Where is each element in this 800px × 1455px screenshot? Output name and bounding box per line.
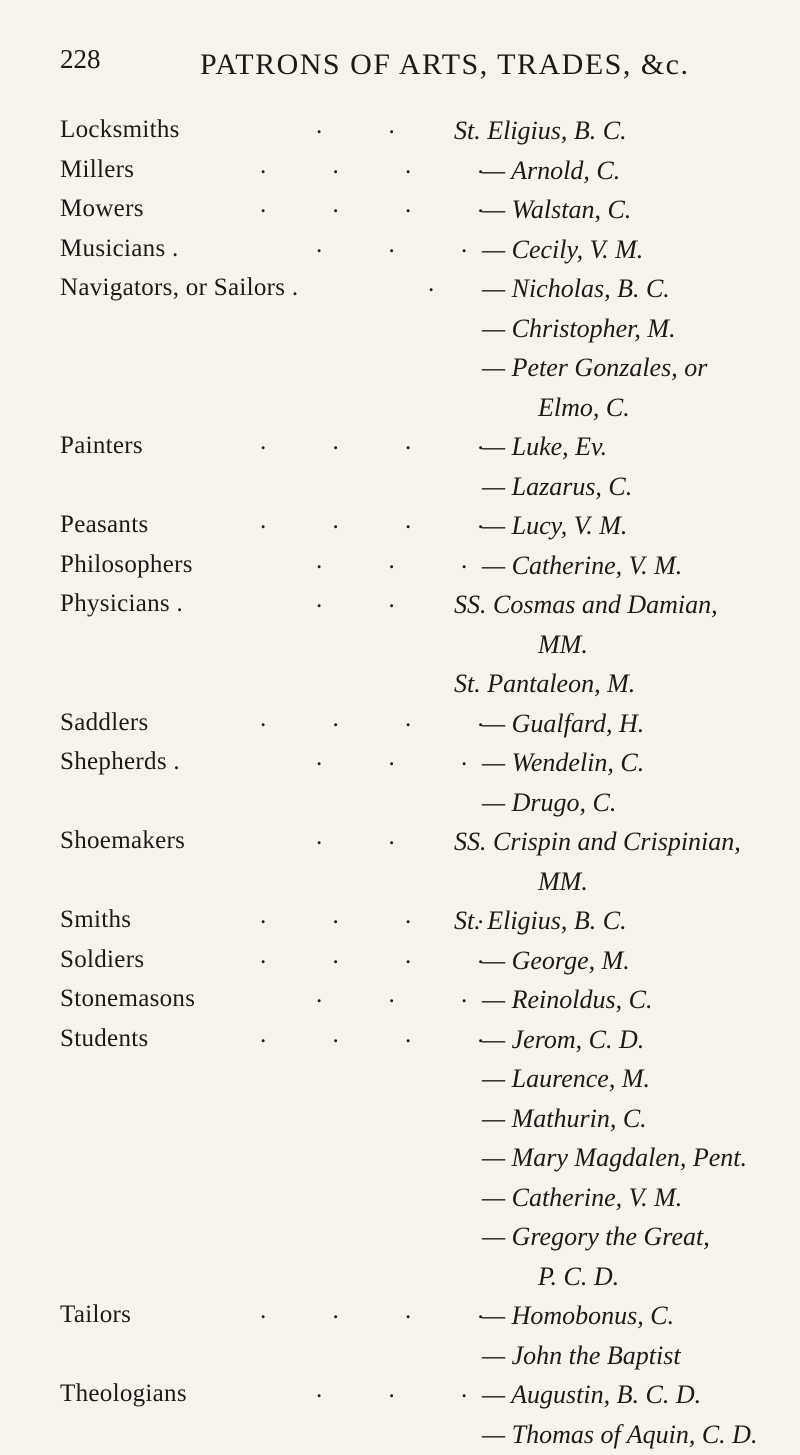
list-line: [0, 863, 800, 903]
patron-saint: — Nicholas, B. C.: [482, 274, 670, 304]
leader-dots: . . . .: [260, 942, 514, 970]
list-line: [0, 1100, 800, 1140]
list-line: [0, 231, 800, 271]
list-line: [0, 310, 800, 350]
leader-dots: . . .: [316, 231, 497, 259]
list-line: [0, 1258, 800, 1298]
list-line: [0, 1218, 800, 1258]
list-line: [0, 1021, 800, 1061]
list-line: [0, 981, 800, 1021]
trade-name: Tailors: [60, 1301, 131, 1329]
trade-name: Smiths: [60, 906, 131, 934]
patron-saint: — Luke, Ev.: [482, 432, 607, 462]
patron-saint: — Catherine, V. M.: [482, 551, 682, 581]
trade-name: Peasants: [60, 511, 149, 539]
trade-name: Locksmiths: [60, 116, 180, 144]
patron-saint: St. Pantaleon, M.: [454, 669, 635, 699]
patron-saint: Elmo, C.: [538, 393, 630, 423]
list-line: [0, 942, 800, 982]
list-line: [0, 152, 800, 192]
patron-saint: — Gualfard, H.: [482, 709, 644, 739]
patron-saint: — Christopher, M.: [482, 314, 676, 344]
list-line: [0, 1060, 800, 1100]
list-line: [0, 349, 800, 389]
leader-dots: . . . .: [260, 428, 514, 456]
leader-dots: .: [428, 270, 464, 298]
list-line: [0, 547, 800, 587]
trade-name: Shepherds .: [60, 748, 180, 776]
trade-name: Painters: [60, 432, 143, 460]
patron-saint: — Lucy, V. M.: [482, 511, 627, 541]
list-line: [0, 1376, 800, 1416]
leader-dots: . . .: [316, 547, 497, 575]
leader-dots: . . . .: [260, 507, 514, 535]
trade-name: Saddlers: [60, 709, 149, 737]
list-line: [0, 1416, 800, 1455]
leader-dots: . . .: [316, 823, 497, 851]
list-line: [0, 507, 800, 547]
trade-name: Stonemasons: [60, 985, 195, 1013]
leader-dots: . . . .: [260, 902, 514, 930]
patron-saint: — Mathurin, C.: [482, 1104, 647, 1134]
leader-dots: . . . .: [260, 1021, 514, 1049]
list-line: [0, 784, 800, 824]
leader-dots: . . . .: [260, 191, 514, 219]
running-head: PATRONS OF ARTS, TRADES, &c.: [200, 48, 689, 82]
patron-saint: — Mary Magdalen, Pent.: [482, 1143, 747, 1173]
trade-name: Millers: [60, 156, 134, 184]
patron-saint: — Augustin, B. C. D.: [482, 1380, 701, 1410]
list-line: [0, 191, 800, 231]
patron-saint: — Homobonus, C.: [482, 1301, 674, 1331]
patron-saint: — Peter Gonzales, or: [482, 353, 707, 383]
trade-name: Navigators, or Sailors .: [60, 274, 298, 302]
list-line: [0, 1297, 800, 1337]
list-line: [0, 389, 800, 429]
leader-dots: . . . .: [260, 152, 514, 180]
list-line: [0, 665, 800, 705]
leader-dots: . . .: [316, 586, 497, 614]
patron-list: [0, 112, 800, 1455]
patron-saint: — Thomas of Aquin, C. D.: [482, 1420, 757, 1450]
leader-dots: . . .: [316, 744, 497, 772]
leader-dots: . . .: [316, 981, 497, 1009]
trade-name: Students: [60, 1025, 149, 1053]
patron-saint: — George, M.: [482, 946, 630, 976]
trade-name: Theologians: [60, 1380, 187, 1408]
patron-saint: SS. Cosmas and Damian,: [454, 590, 718, 620]
trade-name: Philosophers: [60, 551, 193, 579]
patron-saint: St. Eligius, B. C.: [454, 906, 627, 936]
patron-saint: — Wendelin, C.: [482, 748, 644, 778]
trade-name: Physicians .: [60, 590, 183, 618]
patron-saint: — Drugo, C.: [482, 788, 616, 818]
patron-saint: — Laurence, M.: [482, 1064, 650, 1094]
trade-name: Musicians .: [60, 235, 179, 263]
list-line: [0, 902, 800, 942]
patron-saint: SS. Crispin and Crispinian,: [454, 827, 741, 857]
list-line: [0, 1139, 800, 1179]
trade-name: Soldiers: [60, 946, 144, 974]
list-line: [0, 744, 800, 784]
list-line: [0, 586, 800, 626]
list-line: [0, 705, 800, 745]
list-line: [0, 428, 800, 468]
leader-dots: . . . .: [260, 705, 514, 733]
trade-name: Mowers: [60, 195, 144, 223]
leader-dots: . . .: [316, 112, 497, 140]
patron-saint: P. C. D.: [538, 1262, 619, 1292]
patron-saint: — Reinoldus, C.: [482, 985, 652, 1015]
list-line: [0, 823, 800, 863]
patron-saint: — Walstan, C.: [482, 195, 631, 225]
list-line: [0, 1337, 800, 1377]
patron-saint: — Jerom, C. D.: [482, 1025, 644, 1055]
trade-name: Shoemakers: [60, 827, 185, 855]
patron-saint: — Gregory the Great,: [482, 1222, 710, 1252]
patron-saint: — Arnold, C.: [482, 156, 620, 186]
list-line: [0, 1179, 800, 1219]
patron-saint: MM.: [538, 867, 588, 897]
patron-saint: St. Eligius, B. C.: [454, 116, 627, 146]
patron-saint: — John the Baptist: [482, 1341, 681, 1371]
list-line: [0, 468, 800, 508]
list-line: [0, 270, 800, 310]
leader-dots: . . .: [316, 1376, 497, 1404]
list-line: [0, 626, 800, 666]
patron-saint: MM.: [538, 630, 588, 660]
patron-saint: — Catherine, V. M.: [482, 1183, 682, 1213]
list-line: [0, 112, 800, 152]
patron-saint: — Lazarus, C.: [482, 472, 632, 502]
leader-dots: . . . .: [260, 1297, 514, 1325]
page-number: 228: [60, 44, 101, 75]
patron-saint: — Cecily, V. M.: [482, 235, 643, 265]
